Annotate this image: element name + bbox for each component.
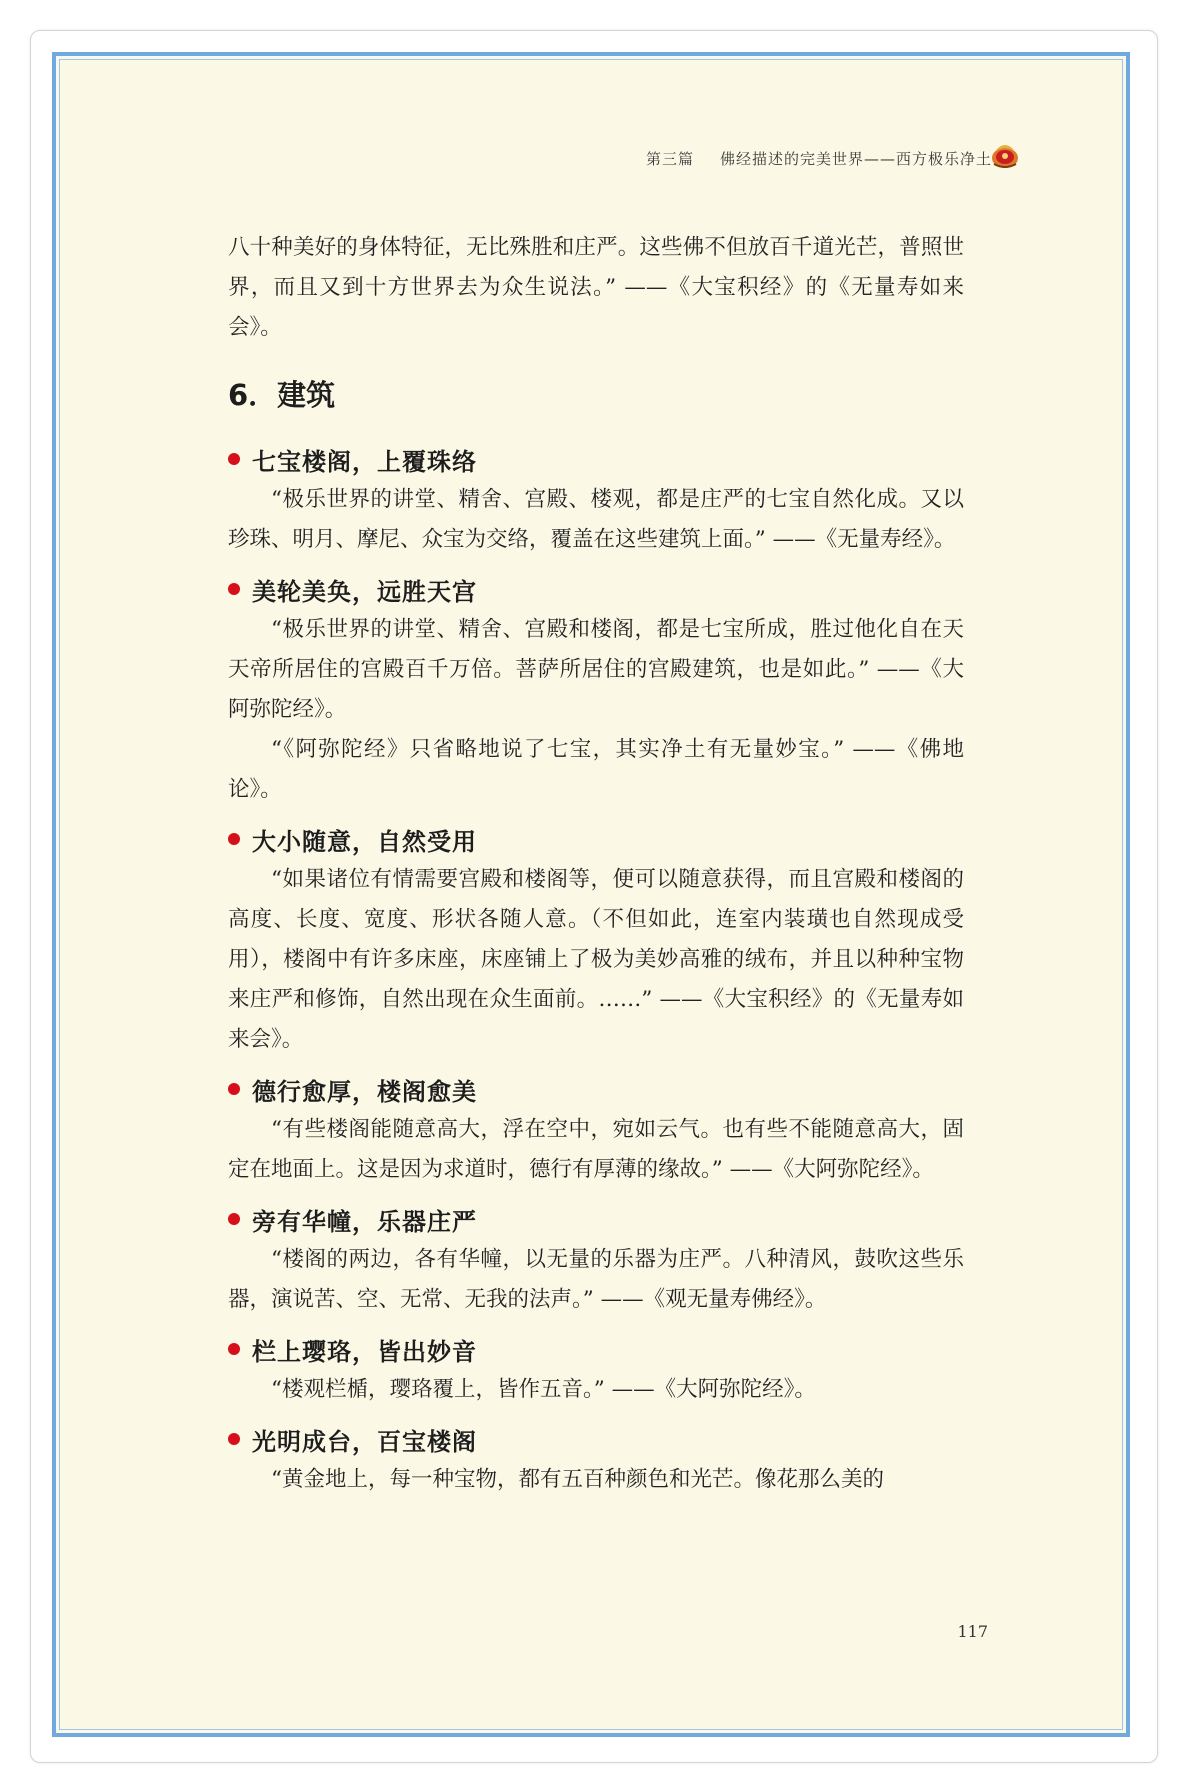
bullet-heading-text: 德行愈厚，楼阁愈美 bbox=[252, 1077, 477, 1106]
bullet-item bbox=[228, 1418, 964, 1500]
bullet-item bbox=[228, 438, 964, 560]
page-number: 117 bbox=[957, 1622, 988, 1641]
bullet-heading bbox=[228, 818, 964, 860]
red-bullet-icon bbox=[228, 453, 240, 465]
bullet-item bbox=[228, 1328, 964, 1410]
bullet-heading-text: 栏上璎珞，皆出妙音 bbox=[252, 1337, 477, 1366]
bullet-heading bbox=[228, 1198, 964, 1240]
bullet-heading-text: 光明成台，百宝楼阁 bbox=[252, 1427, 477, 1456]
quote-paragraph: “楼观栏楯，璎珞覆上，皆作五音。” ——《大阿弥陀经》。 bbox=[271, 1377, 816, 1402]
quote-paragraph: “《阿弥陀经》只省略地说了七宝，其实净土有无量妙宝。” ——《佛地论》。 bbox=[228, 737, 964, 802]
bullet-heading bbox=[228, 568, 964, 610]
quote-paragraph: “有些楼阁能随意高大，浮在空中，宛如云气。也有些不能随意高大，固定在地面上。这是因为求道时，德行有厚薄的缘故。” ——《大阿弥陀经》。 bbox=[228, 1117, 964, 1182]
bullet-heading-text: 美轮美奂，远胜天宫 bbox=[252, 577, 477, 606]
lotus-seal-icon bbox=[990, 140, 1020, 170]
bullet-heading bbox=[228, 1328, 964, 1370]
bullet-heading bbox=[228, 1418, 964, 1460]
bullet-item bbox=[228, 568, 964, 810]
red-bullet-icon bbox=[228, 583, 240, 595]
bullet-heading bbox=[228, 1068, 964, 1110]
red-bullet-icon bbox=[228, 1083, 240, 1095]
quote-paragraph: “极乐世界的讲堂、精舍、宫殿和楼阁，都是七宝所成，胜过他化自在天天帝所居住的宫殿百千万倍。菩萨所居住的宫殿建筑，也是如此。” ——《大阿弥陀经》。 bbox=[228, 617, 964, 722]
bullet-heading-text: 大小随意，自然受用 bbox=[252, 827, 477, 856]
bullet-item bbox=[228, 1198, 964, 1320]
quote-paragraph: “极乐世界的讲堂、精舍、宫殿、楼观，都是庄严的七宝自然化成。又以珍珠、明月、摩尼、众宝为交络，覆盖在这些建筑上面。” ——《无量寿经》。 bbox=[228, 487, 964, 552]
red-bullet-icon bbox=[228, 1213, 240, 1225]
section-title: 6．建筑 bbox=[228, 378, 336, 412]
header-chapter: 佛经描述的完美世界——西方极乐净土 bbox=[719, 150, 992, 168]
quote-paragraph: “如果诸位有情需要宫殿和楼阁等，便可以随意获得，而且宫殿和楼阁的高度、长度、宽度、形状各随人意。（不但如此，连室内装璜也自然现成受用），楼阁中有许多床座，床座铺上了极为美妙高雅的绒布，并且以种种宝物来庄严和修饰，自然出现在众生面前。……” ——《大宝积经》的《无量寿如来会》。 bbox=[228, 867, 964, 1052]
running-header bbox=[646, 148, 992, 169]
bullet-heading-text: 七宝楼阁，上覆珠络 bbox=[252, 447, 477, 476]
bullet-heading bbox=[228, 438, 964, 480]
red-bullet-icon bbox=[228, 1433, 240, 1445]
quote-paragraph: “楼阁的两边，各有华幢，以无量的乐器为庄严。八种清风，鼓吹这些乐器，演说苦、空、无常、无我的法声。” ——《观无量寿佛经》。 bbox=[228, 1247, 964, 1312]
bullet-item bbox=[228, 1068, 964, 1190]
quote-paragraph: “黄金地上，每一种宝物，都有五百种颜色和光芒。像花那么美的 bbox=[271, 1467, 884, 1492]
bullet-item bbox=[228, 818, 964, 1060]
red-bullet-icon bbox=[228, 833, 240, 845]
bullet-heading-text: 旁有华幢，乐器庄严 bbox=[252, 1207, 477, 1236]
header-part: 第三篇 bbox=[645, 150, 694, 168]
red-bullet-icon bbox=[228, 1343, 240, 1355]
page-content bbox=[228, 228, 964, 1500]
intro-paragraph: 八十种美好的身体特征，无比殊胜和庄严。这些佛不但放百千道光芒，普照世界，而且又到十方世界去为众生说法。” ——《大宝积经》的《无量寿如来会》。 bbox=[228, 235, 964, 340]
